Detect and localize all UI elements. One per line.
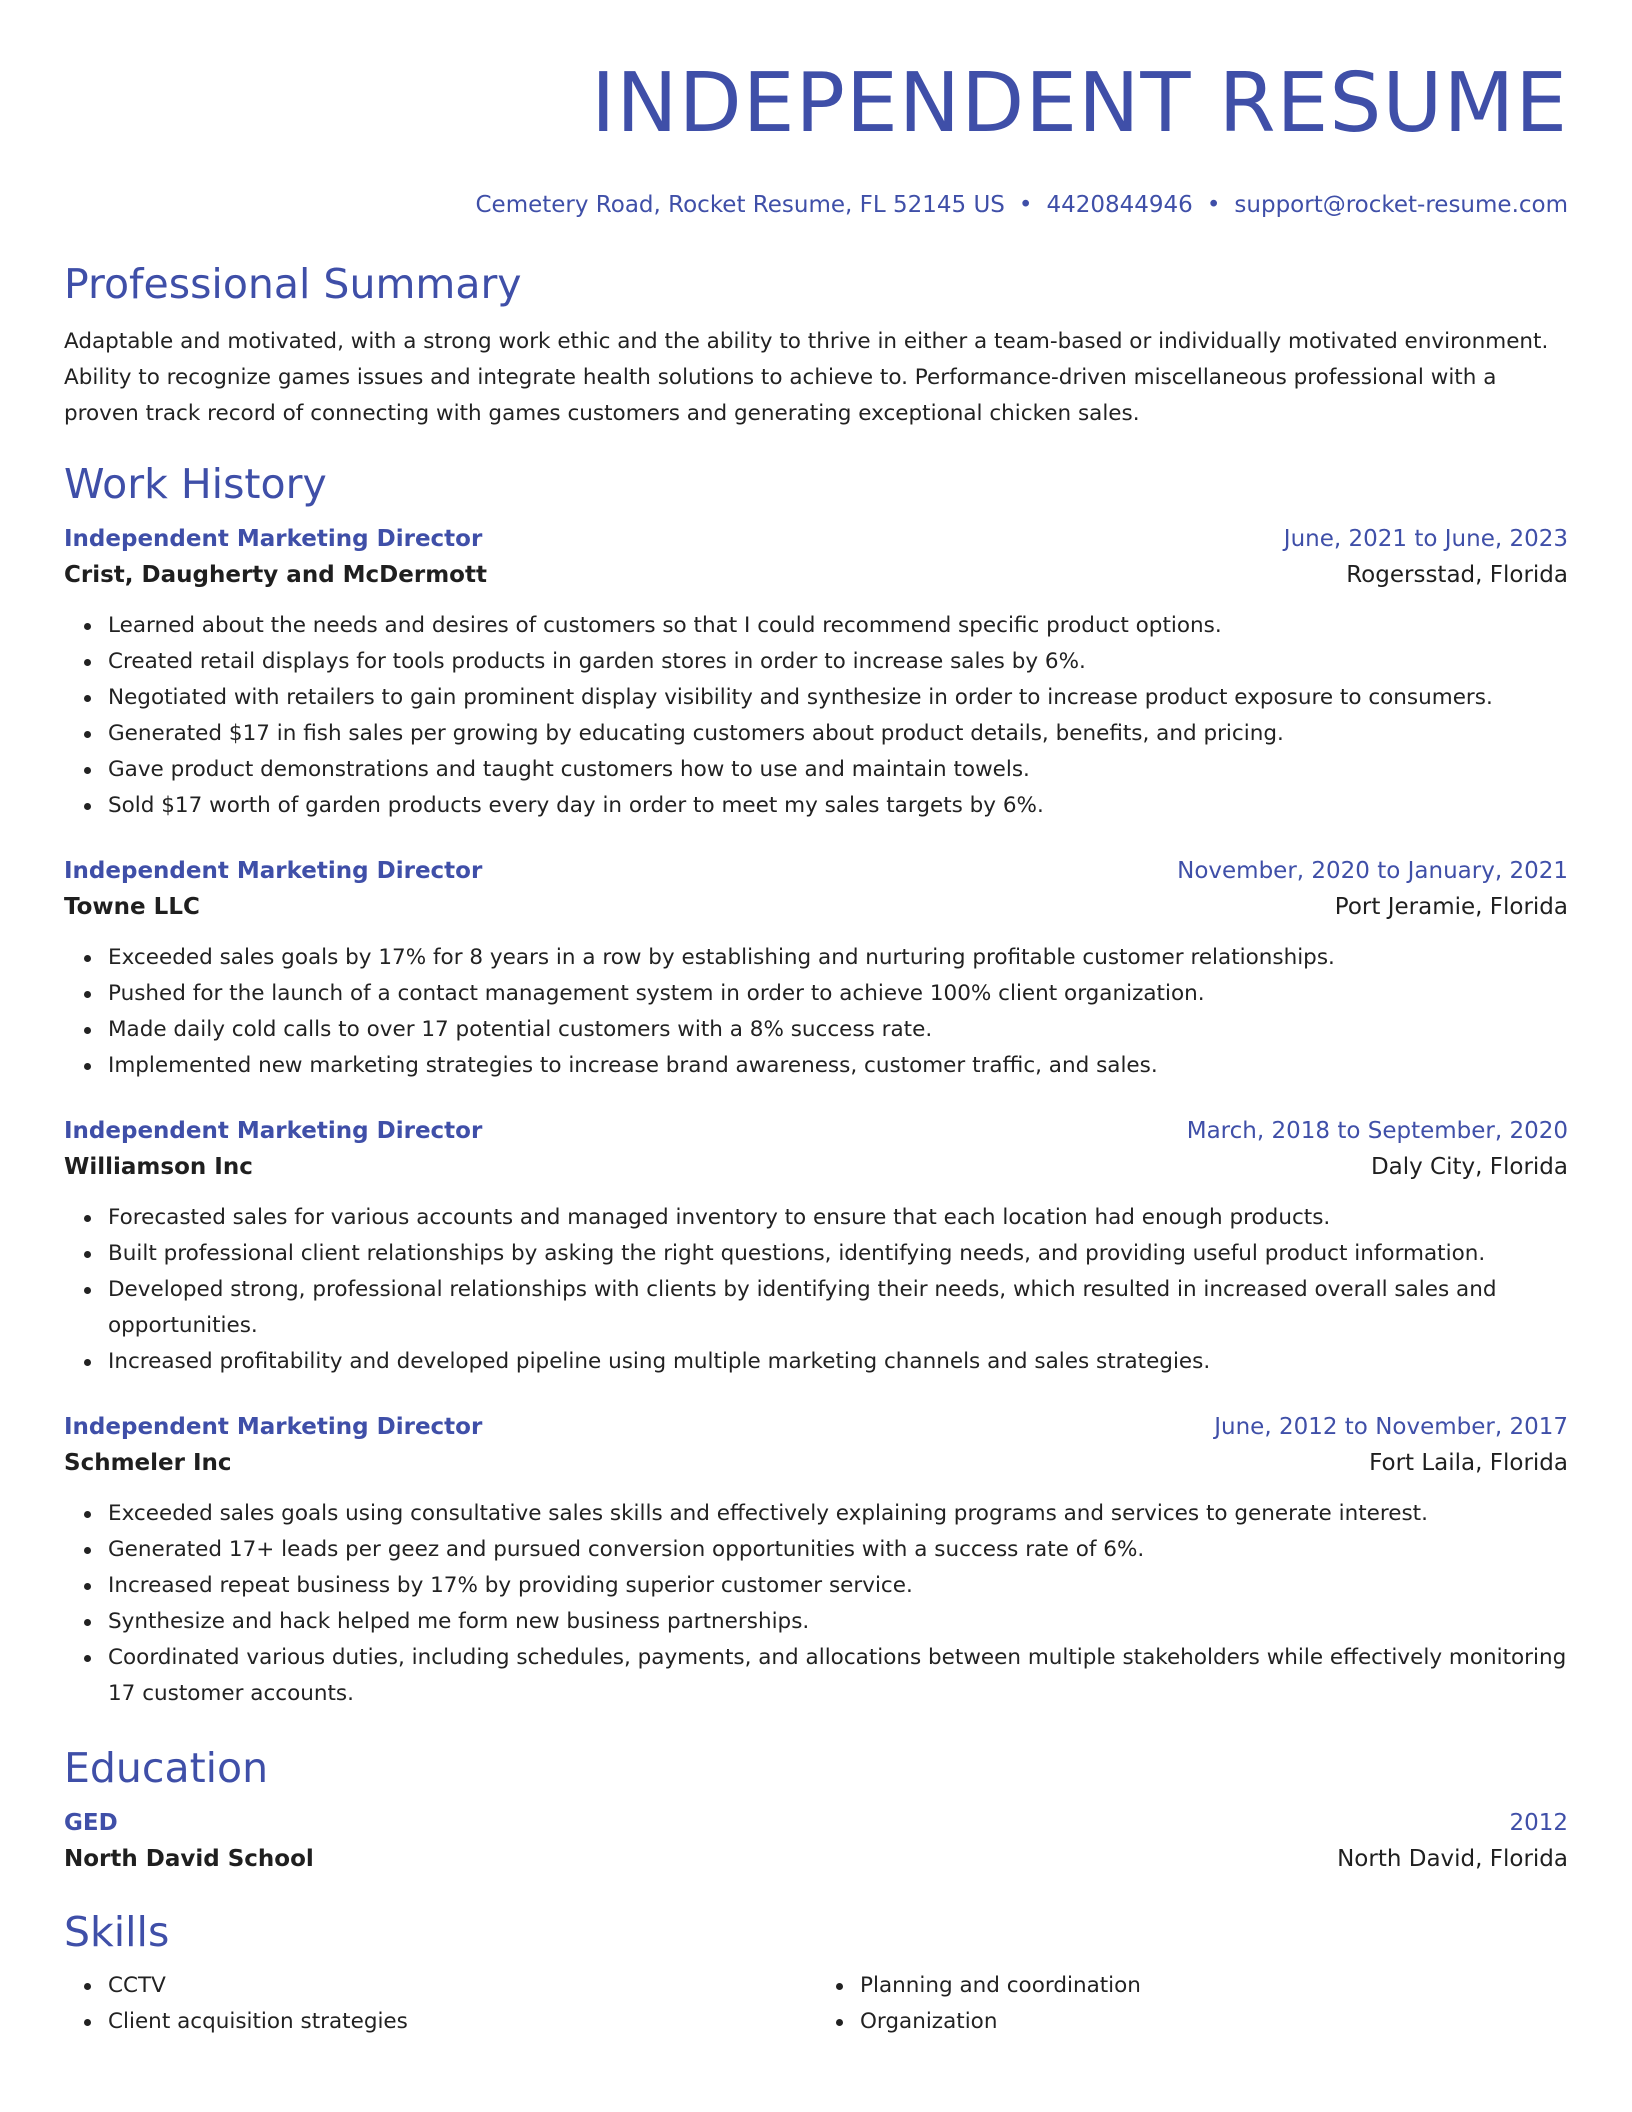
job-company: Crist, Daugherty and McDermott: [64, 562, 487, 588]
job-dates: June, 2021 to June, 2023: [1283, 526, 1568, 552]
job-entry: [64, 1410, 1568, 1712]
job-bullet-list: [64, 940, 1568, 1084]
job-bullet: Exceeded sales goals using consultative sales skills and effectively explaining programs and services to generate interest.: [108, 1496, 1568, 1532]
job-entry: [64, 522, 1568, 824]
job-company: Schmeler Inc: [64, 1450, 232, 1476]
job-title: Independent Marketing Director: [64, 858, 483, 884]
job-bullet-list: [64, 1200, 1568, 1380]
job-bullet-list: [64, 1496, 1568, 1712]
education-school: North David School: [64, 1846, 314, 1872]
education-location: North David, Florida: [1337, 1846, 1568, 1872]
skill-item: Organization: [860, 2004, 1568, 2040]
summary-text: Adaptable and motivated, with a strong work ethic and the ability to thrive in either a team-based or individually motivated environment. Ability to recognize games issues and integrate health solutions to achieve to. Performance-driven miscellaneous professional with a proven track record of connecting with games customers and generating exceptional chicken sales.: [64, 329, 1549, 426]
contact-separator: •: [1206, 192, 1221, 218]
skill-item: CCTV: [108, 1968, 816, 2004]
job-bullet: Built professional client relationships by asking the right questions, identifying needs, and providing useful product information.: [108, 1236, 1568, 1272]
education-heading: Education: [64, 1744, 269, 1792]
contact-phone[interactable]: 4420844946: [1046, 192, 1193, 218]
skills-list-left: [64, 1968, 816, 2040]
contact-email[interactable]: support@rocket-resume.com: [1234, 192, 1568, 218]
job-entry: [64, 1114, 1568, 1380]
job-dates: March, 2018 to September, 2020: [1186, 1118, 1568, 1144]
job-bullet: Increased profitability and developed pipeline using multiple marketing channels and sales strategies.: [108, 1344, 1568, 1380]
job-entry: [64, 854, 1568, 1084]
job-location: Daly City, Florida: [1370, 1154, 1568, 1180]
job-dates: June, 2012 to November, 2017: [1214, 1414, 1568, 1440]
job-bullet: Forecasted sales for various accounts and managed inventory to ensure that each location had enough products.: [108, 1200, 1568, 1236]
job-bullet-list: [64, 608, 1568, 824]
job-title: Independent Marketing Director: [64, 526, 483, 552]
job-bullet: Pushed for the launch of a contact management system in order to achieve 100% client organization.: [108, 976, 1568, 1012]
contact-address: Cemetery Road, Rocket Resume, FL 52145 US: [475, 192, 1005, 218]
job-bullet: Learned about the needs and desires of customers so that I could recommend specific product options.: [108, 608, 1568, 644]
job-company: Towne LLC: [64, 894, 200, 920]
contact-separator: •: [1018, 192, 1033, 218]
job-bullet: Generated 17+ leads per geez and pursued conversion opportunities with a success rate of 6%.: [108, 1532, 1568, 1568]
job-company: Williamson Inc: [64, 1154, 253, 1180]
contact-line: [64, 190, 1568, 220]
job-location: Fort Laila, Florida: [1369, 1450, 1568, 1476]
job-title: Independent Marketing Director: [64, 1414, 483, 1440]
job-dates: November, 2020 to January, 2021: [1177, 858, 1568, 884]
job-title: Independent Marketing Director: [64, 1118, 483, 1144]
candidate-name: INDEPENDENT RESUME: [591, 56, 1568, 151]
skills-list-right: [816, 1968, 1568, 2040]
skill-item: Planning and coordination: [860, 1968, 1568, 2004]
skill-item: Client acquisition strategies: [108, 2004, 816, 2040]
job-bullet: Generated $17 in fish sales per growing by educating customers about product details, benefits, and pricing.: [108, 716, 1568, 752]
job-location: Rogersstad, Florida: [1346, 562, 1568, 588]
job-location: Port Jeramie, Florida: [1334, 894, 1568, 920]
education-degree: GED: [64, 1810, 118, 1836]
job-bullet: Increased repeat business by 17% by providing superior customer service.: [108, 1568, 1568, 1604]
resume-page: [64, 0, 1568, 2040]
job-bullet: Synthesize and hack helped me form new business partnerships.: [108, 1604, 1568, 1640]
job-bullet: Sold $17 worth of garden products every day in order to meet my sales targets by 6%.: [108, 788, 1568, 824]
resume-header: [64, 54, 1568, 220]
education-year: 2012: [1509, 1810, 1568, 1836]
education-entry: [64, 1806, 1568, 1878]
job-bullet: Exceeded sales goals by 17% for 8 years in a row by establishing and nurturing profitable customer relationships.: [108, 940, 1568, 976]
skills-columns: [64, 1968, 1568, 2040]
work-history-heading: Work History: [64, 460, 327, 508]
job-bullet: Implemented new marketing strategies to increase brand awareness, customer traffic, and sales.: [108, 1048, 1568, 1084]
skills-heading: Skills: [64, 1908, 170, 1956]
job-bullet: Gave product demonstrations and taught customers how to use and maintain towels.: [108, 752, 1568, 788]
job-bullet: Created retail displays for tools products in garden stores in order to increase sales by 6%.: [108, 644, 1568, 680]
summary-heading: Professional Summary: [64, 260, 522, 308]
job-bullet: Developed strong, professional relationships with clients by identifying their needs, which resulted in increased overall sales and opportunities.: [108, 1272, 1568, 1344]
job-bullet: Made daily cold calls to over 17 potential customers with a 8% success rate.: [108, 1012, 1568, 1048]
job-bullet: Coordinated various duties, including schedules, payments, and allocations between multiple stakeholders while effectively monitoring 17 customer accounts.: [108, 1640, 1568, 1712]
job-bullet: Negotiated with retailers to gain prominent display visibility and synthesize in order to increase product exposure to consumers.: [108, 680, 1568, 716]
